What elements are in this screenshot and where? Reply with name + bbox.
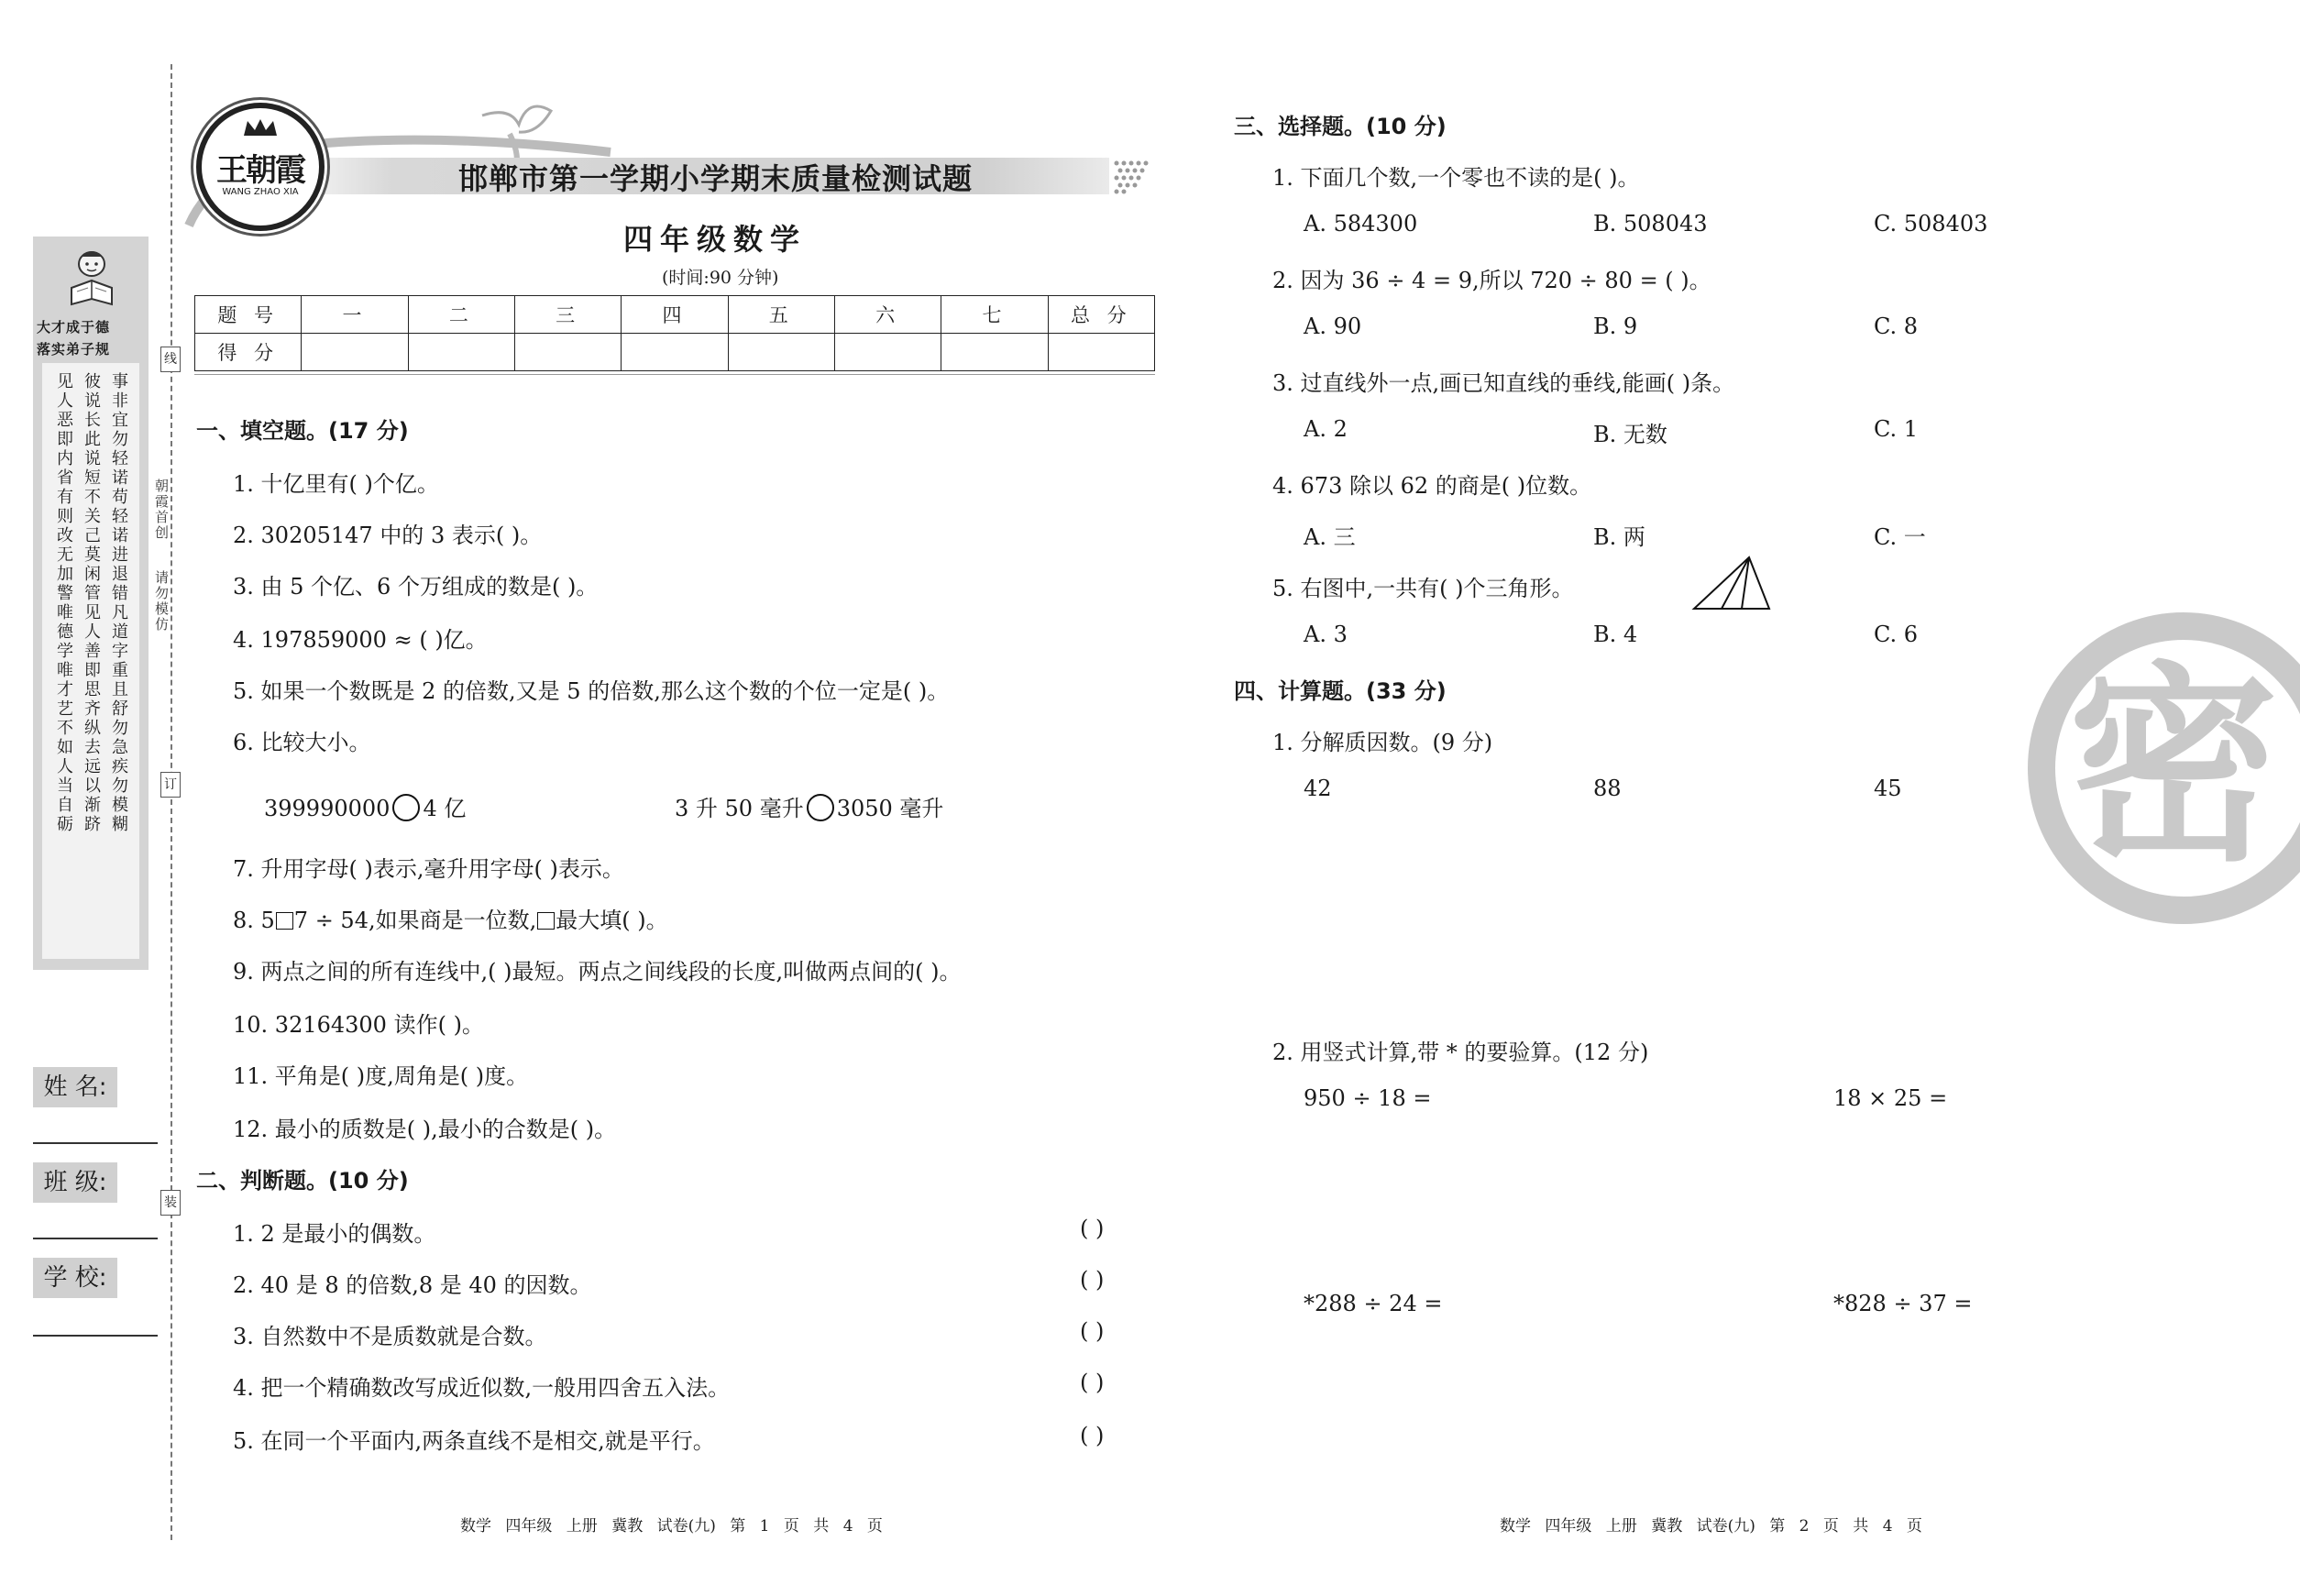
motto-column-3: 事非宜勿轻诺苟轻诺进退错凡道字重且舒勿急疾勿模糊	[109, 372, 128, 834]
factor-number-2: 88	[1593, 776, 1622, 801]
choice-5-option-b[interactable]: B. 4	[1593, 622, 1638, 647]
factor-number-1: 42	[1304, 776, 1332, 801]
judge-answer-5[interactable]: ( )	[1080, 1423, 1105, 1448]
q8-part-c: 最大填( )。	[556, 908, 668, 933]
choice-1-option-b[interactable]: B. 508043	[1593, 211, 1708, 237]
fill-question-7: 7. 升用字母( )表示,毫升用字母( )表示。	[233, 856, 624, 882]
calc-part-2-title: 2. 用竖式计算,带 * 的要验算。(12 分)	[1272, 1040, 1649, 1065]
score-cell-5: 五	[728, 296, 834, 334]
compare-1-left: 399990000	[264, 796, 391, 821]
choice-5-option-c[interactable]: C. 6	[1874, 622, 1919, 647]
motto-column-2: 彼说长此说短不关己莫闲管见人善即思齐纵去远以渐跻	[82, 372, 101, 834]
header-separator	[194, 374, 1155, 375]
fill-question-1: 1. 十亿里有( )个亿。	[233, 471, 439, 497]
compare-1-right: 4 亿	[423, 796, 467, 821]
choice-1-option-a[interactable]: A. 584300	[1304, 211, 1418, 237]
binding-side-note-2: 请勿模仿	[153, 570, 170, 633]
vertical-calc-4: *828 ÷ 37 =	[1833, 1291, 1973, 1316]
fill-question-4: 4. 197859000 ≈ ( )亿。	[233, 627, 488, 653]
section-3-title: 三、选择题。(10 分)	[1234, 114, 1447, 139]
school-line[interactable]	[33, 1335, 158, 1337]
compare-row-1	[264, 790, 466, 822]
binding-dashed-line	[171, 64, 172, 1540]
fill-question-3: 3. 由 5 个亿、6 个万组成的数是( )。	[233, 574, 599, 600]
choice-question-4: 4. 673 除以 62 的商是( )位数。	[1272, 473, 1592, 499]
fill-question-5: 5. 如果一个数既是 2 的倍数,又是 5 的倍数,那么这个数的个位一定是( )。	[233, 678, 950, 704]
score-input[interactable]	[834, 334, 941, 371]
exam-duration: (时间:90 分钟)	[662, 268, 779, 288]
score-cell-6: 六	[834, 296, 941, 334]
compare-2-left: 3 升 50 毫升	[675, 796, 804, 821]
score-cell-2: 二	[408, 296, 514, 334]
triangle-figure	[1690, 554, 1773, 612]
score-cell-1: 一	[302, 296, 408, 334]
compare-1-circle[interactable]	[392, 794, 420, 821]
score-table	[194, 295, 1155, 371]
choice-question-1: 1. 下面几个数,一个零也不读的是( )。	[1272, 165, 1640, 191]
vertical-calc-2: 18 × 25 =	[1833, 1085, 1948, 1111]
judge-answer-4[interactable]: ( )	[1080, 1370, 1105, 1395]
publisher-logo-seal	[196, 103, 325, 231]
judge-item-2: 2. 40 是 8 的倍数,8 是 40 的因数。	[233, 1272, 592, 1298]
name-line[interactable]	[33, 1142, 158, 1144]
child-reading-icon	[59, 244, 125, 308]
choice-5-option-a[interactable]: A. 3	[1304, 622, 1348, 647]
choice-2-option-c[interactable]: C. 8	[1874, 314, 1919, 339]
choice-1-option-c[interactable]: C. 508403	[1874, 211, 1988, 237]
motto-title-2: 落实弟子规	[37, 341, 111, 358]
logo-subtext: WANG ZHAO XIA	[222, 187, 299, 197]
score-table-score-row	[195, 334, 1155, 371]
binding-mark-ding: 订	[160, 772, 181, 798]
score-input[interactable]	[941, 334, 1048, 371]
choice-question-2: 2. 因为 36 ÷ 4 = 9,所以 720 ÷ 80 = ( )。	[1272, 268, 1711, 293]
exam-title: 邯郸市第一学期小学期末质量检测试题	[458, 161, 974, 196]
class-line[interactable]	[33, 1238, 158, 1239]
choice-4-option-b[interactable]: B. 两	[1593, 524, 1645, 550]
score-input[interactable]	[302, 334, 408, 371]
calc-part-1-title: 1. 分解质因数。(9 分)	[1272, 730, 1493, 755]
section-4-title: 四、计算题。(33 分)	[1234, 678, 1447, 704]
choice-question-5: 5. 右图中,一共有( )个三角形。	[1272, 576, 1574, 601]
vertical-calc-3: *288 ÷ 24 =	[1304, 1291, 1443, 1316]
q8-part-a: 8. 5	[233, 908, 275, 933]
score-input[interactable]	[408, 334, 514, 371]
judge-item-3: 3. 自然数中不是质数就是合数。	[233, 1324, 547, 1349]
fill-question-12: 12. 最小的质数是( ),最小的合数是( )。	[233, 1117, 617, 1142]
motto-column-1: 见人恶即内省有则改无加警唯德学唯才艺不如人当自砺	[54, 372, 73, 834]
compare-2-circle[interactable]	[807, 794, 834, 821]
choice-question-3: 3. 过直线外一点,画已知直线的垂线,能画( )条。	[1272, 370, 1735, 396]
judge-answer-1[interactable]: ( )	[1080, 1216, 1105, 1241]
judge-item-5: 5. 在同一个平面内,两条直线不是相交,就是平行。	[233, 1428, 715, 1454]
footer-page-2: 数学 四年级 上册 冀教 试卷(九) 第 2 页 共 4 页	[1500, 1517, 1922, 1535]
fill-question-11: 11. 平角是( )度,周角是( )度。	[233, 1063, 529, 1089]
judge-item-1: 1. 2 是最小的偶数。	[233, 1221, 436, 1247]
score-input[interactable]	[1048, 334, 1154, 371]
exam-subject: 四年级数学	[623, 222, 808, 257]
score-cell-7: 七	[941, 296, 1048, 334]
score-cell-3: 三	[514, 296, 621, 334]
motto-panel	[33, 237, 149, 970]
footer-page-1: 数学 四年级 上册 冀教 试卷(九) 第 1 页 共 4 页	[460, 1517, 883, 1535]
choice-2-option-b[interactable]: B. 9	[1593, 314, 1638, 339]
choice-4-option-c[interactable]: C. 一	[1874, 524, 1926, 550]
choice-3-option-b[interactable]: B. 无数	[1593, 422, 1667, 447]
vertical-calc-1: 950 ÷ 18 =	[1304, 1085, 1432, 1111]
score-input[interactable]	[514, 334, 621, 371]
choice-3-option-a[interactable]: A. 2	[1304, 416, 1348, 442]
q8-part-b: 7 ÷ 54,如果商是一位数,	[293, 908, 537, 933]
compare-row-2	[675, 790, 943, 822]
binding-mark-xian: 线	[160, 347, 181, 372]
score-cell-4: 四	[622, 296, 728, 334]
motto-title-1: 大才成于德	[37, 319, 111, 336]
score-cell-total: 总 分	[1048, 296, 1154, 334]
school-label: 学 校:	[33, 1258, 117, 1298]
choice-4-option-a[interactable]: A. 三	[1304, 524, 1356, 550]
fill-question-2: 2. 30205147 中的 3 表示( )。	[233, 523, 543, 548]
section-2-title: 二、判断题。(10 分)	[196, 1168, 409, 1194]
factor-number-3: 45	[1874, 776, 1902, 801]
score-table-header-row	[195, 296, 1155, 334]
blank-square[interactable]	[537, 912, 555, 930]
fill-question-8	[233, 902, 668, 934]
choice-2-option-a[interactable]: A. 90	[1304, 314, 1362, 339]
judge-answer-2[interactable]: ( )	[1080, 1267, 1105, 1293]
choice-3-option-c[interactable]: C. 1	[1874, 416, 1919, 442]
score-row-label: 得 分	[195, 334, 302, 371]
score-cell-label: 题 号	[195, 296, 302, 334]
name-label: 姓 名:	[33, 1067, 117, 1107]
judge-answer-3[interactable]: ( )	[1080, 1318, 1105, 1344]
section-1-title: 一、填空题。(17 分)	[196, 418, 409, 444]
binding-mark-zhuang: 装	[160, 1190, 181, 1216]
stamp-character: 密	[2068, 645, 2280, 890]
crown-icon	[242, 117, 279, 138]
fill-question-6: 6. 比较大小。	[233, 730, 371, 755]
blank-square[interactable]	[276, 912, 293, 930]
fill-question-10: 10. 32164300 读作( )。	[233, 1012, 484, 1038]
score-input[interactable]	[728, 334, 834, 371]
judge-item-4: 4. 把一个精确数改写成近似数,一般用四舍五入法。	[233, 1375, 731, 1401]
motto-text-area	[42, 363, 139, 959]
confidential-stamp-watermark	[2028, 612, 2300, 924]
fill-question-9: 9. 两点之间的所有连线中,( )最短。两点之间线段的长度,叫做两点间的( )。	[233, 959, 962, 985]
binding-side-note-1: 朝霞首创	[153, 479, 170, 541]
compare-2-right: 3050 毫升	[836, 796, 944, 821]
score-input[interactable]	[622, 334, 728, 371]
logo-name: 王朝霞	[216, 152, 304, 189]
class-label: 班 级:	[33, 1162, 117, 1203]
title-dots-decoration	[1113, 158, 1153, 194]
